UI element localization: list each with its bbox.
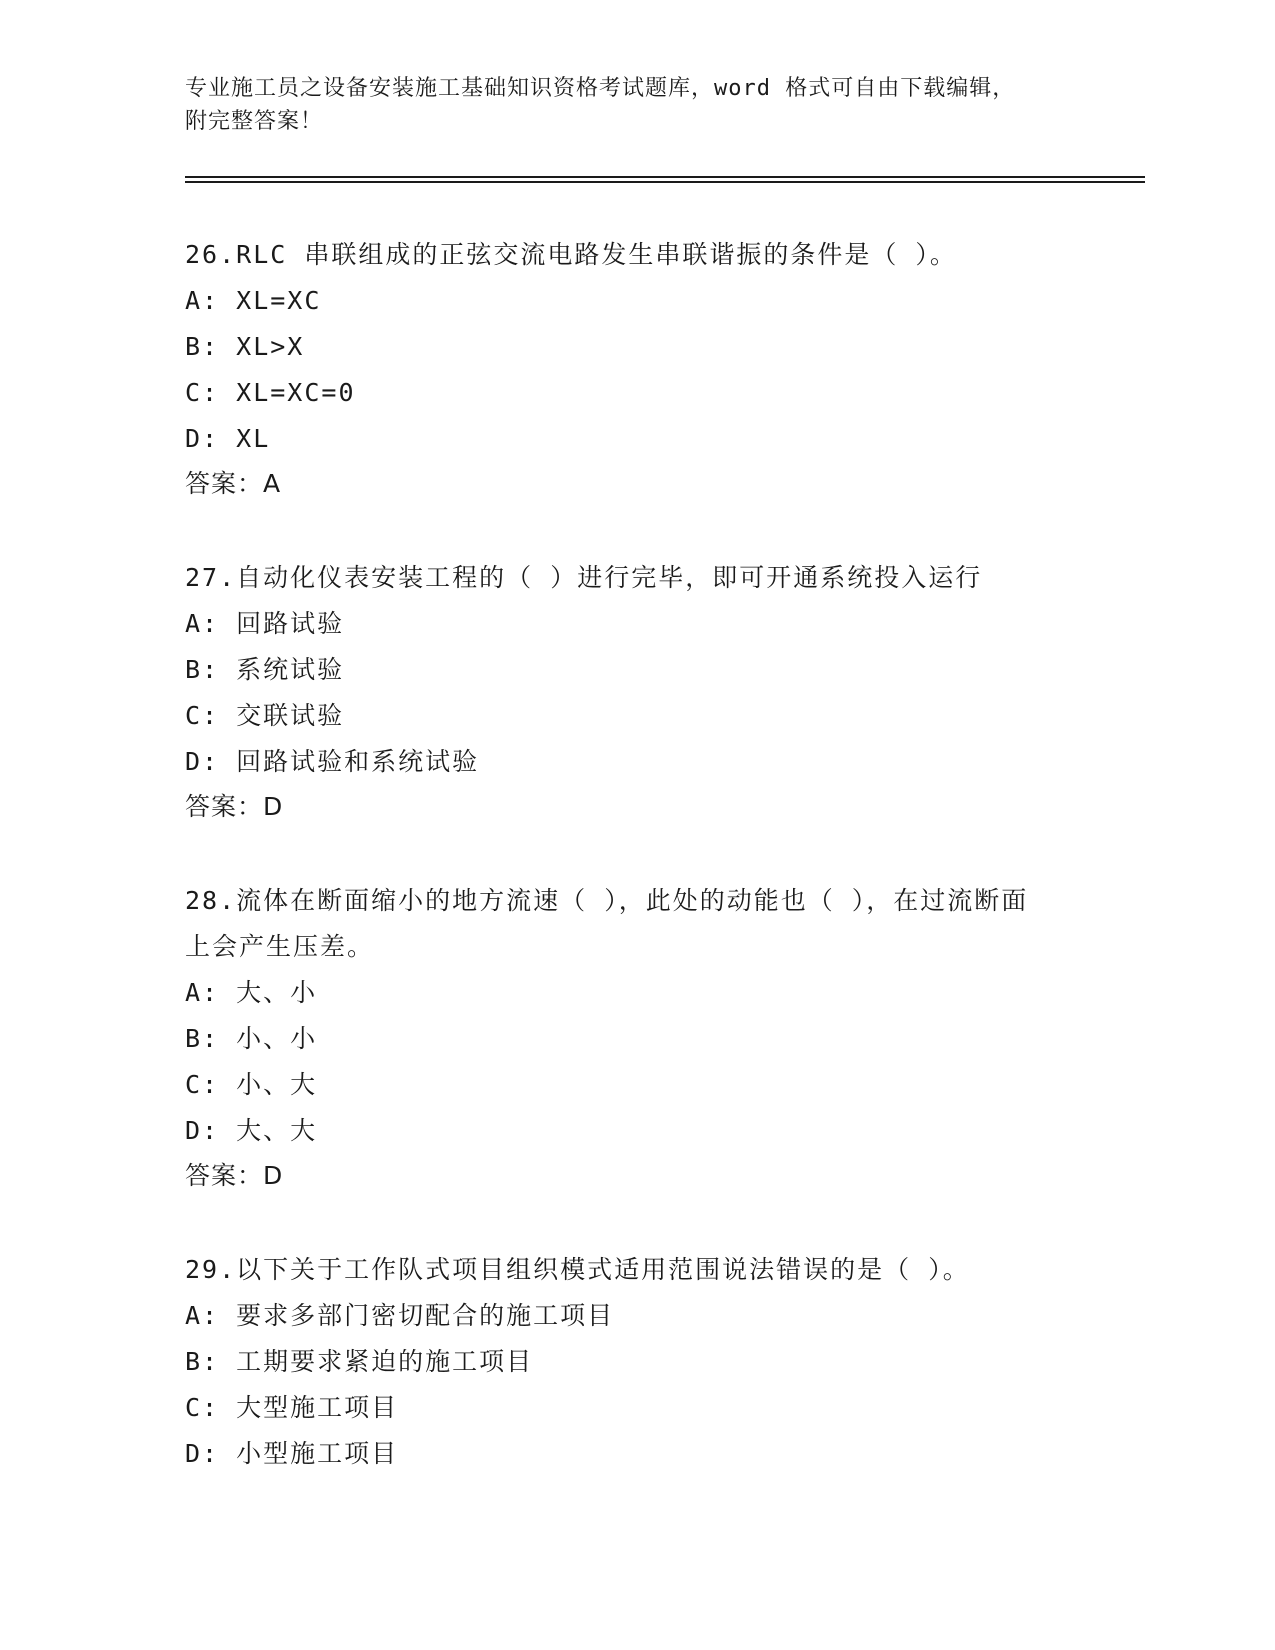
option-c: C: 交联试验 <box>185 701 345 730</box>
option-a: A: 大、小 <box>185 978 318 1007</box>
header-rule-bottom <box>185 181 1145 183</box>
answer-line: 答案：A <box>185 469 282 498</box>
option-a: A: XL=XC <box>185 286 322 315</box>
header-line-2: 附完整答案！ <box>185 109 324 134</box>
option-d: D: 回路试验和系统试验 <box>185 747 480 776</box>
answer-line: 答案：D <box>185 792 284 821</box>
option-b: B: 系统试验 <box>185 655 345 684</box>
document-header <box>185 72 1065 138</box>
option-a: A: 回路试验 <box>185 609 345 638</box>
question-stem: 27.自动化仪表安装工程的（ ）进行完毕，即可开通系统投入运行 <box>185 563 983 592</box>
header-line-1: 专业施工员之设备安装施工基础知识资格考试题库，word 格式可自由下载编辑， <box>185 76 1016 101</box>
question-stem: 26.RLC 串联组成的正弦交流电路发生串联谐振的条件是（ ）。 <box>185 240 957 269</box>
option-d: D: XL <box>185 424 271 453</box>
header-rule-top <box>185 176 1145 178</box>
question-27 <box>185 555 1085 829</box>
question-29 <box>185 1247 1085 1477</box>
option-c: C: 小、大 <box>185 1070 318 1099</box>
question-26 <box>185 232 1085 506</box>
question-list <box>185 232 1085 1526</box>
option-c: C: 大型施工项目 <box>185 1393 399 1422</box>
question-stem: 29.以下关于工作队式项目组织模式适用范围说法错误的是（ ）。 <box>185 1255 970 1284</box>
answer-line: 答案：D <box>185 1161 284 1190</box>
question-stem: 28.流体在断面缩小的地方流速（ ），此处的动能也（ ），在过流断面上会产生压差。 <box>185 886 1029 961</box>
option-d: D: 小型施工项目 <box>185 1439 399 1468</box>
option-b: B: 工期要求紧迫的施工项目 <box>185 1347 534 1376</box>
option-a: A: 要求多部门密切配合的施工项目 <box>185 1301 615 1330</box>
option-c: C: XL=XC=0 <box>185 378 356 407</box>
option-d: D: 大、大 <box>185 1116 318 1145</box>
question-28 <box>185 878 1085 1198</box>
option-b: B: XL>X <box>185 332 305 361</box>
option-b: B: 小、小 <box>185 1024 318 1053</box>
